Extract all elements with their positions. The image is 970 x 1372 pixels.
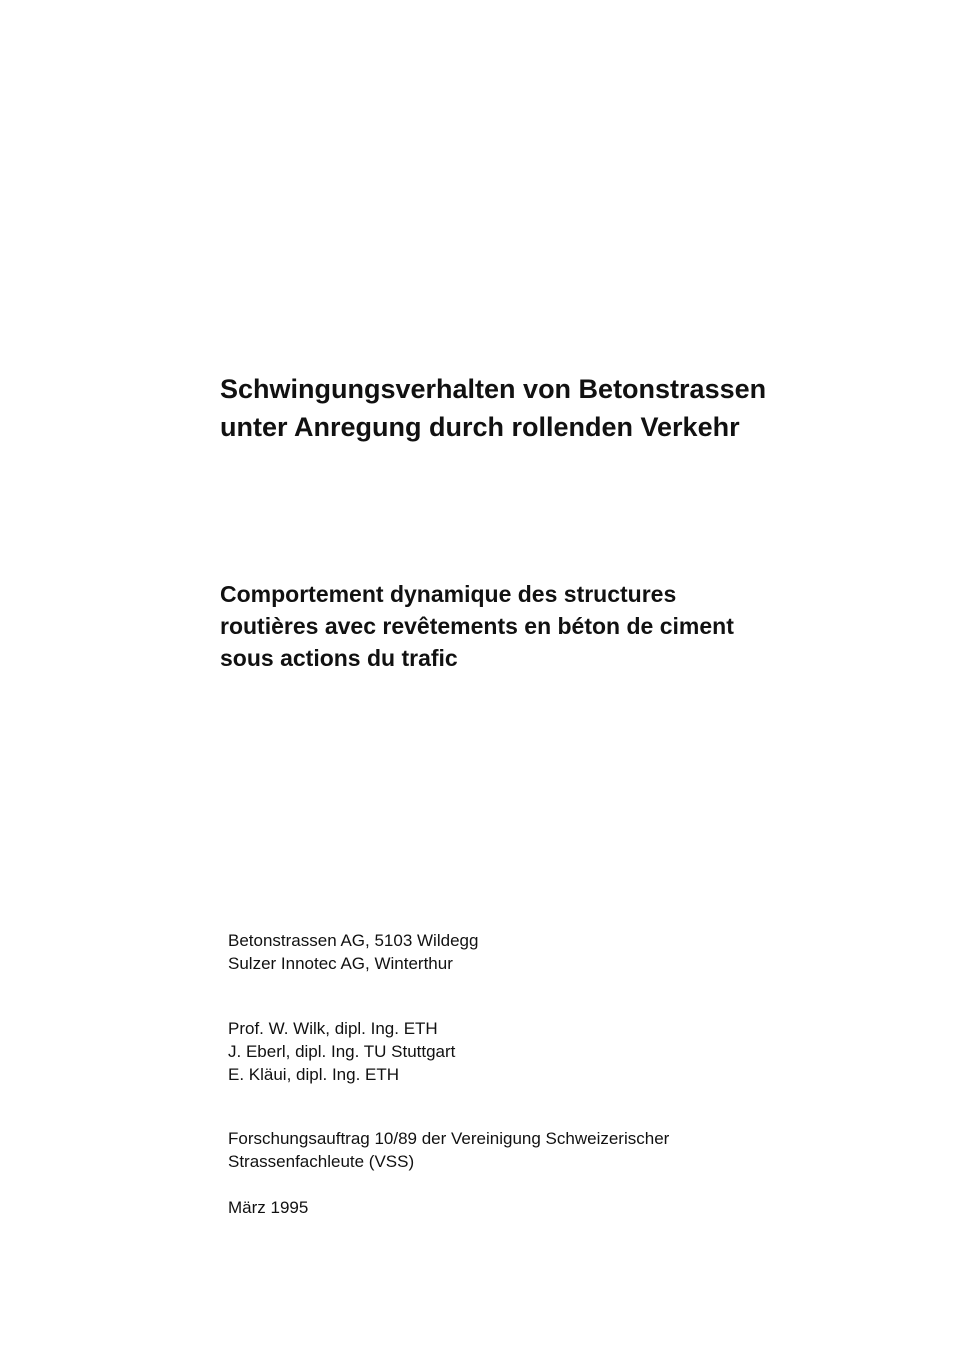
commission-line-2: Strassenfachleute (VSS): [228, 1152, 415, 1171]
german-title-line-2: unter Anregung durch rollenden Verkehr: [220, 412, 740, 442]
french-title-line-2: routières avec revêtements en béton de ciment: [220, 613, 734, 639]
research-commission: [228, 1127, 868, 1173]
publication-date: März 1995: [228, 1198, 309, 1217]
french-title: [220, 578, 900, 674]
french-title-line-3: sous actions du trafic: [220, 645, 458, 671]
german-title-line-1: Schwingungsverhalten von Betonstrassen: [220, 374, 767, 404]
author-1: Prof. W. Wilk, dipl. Ing. ETH: [228, 1019, 438, 1038]
french-title-line-1: Comportement dynamique des structures: [220, 581, 677, 607]
organization-2: Sulzer Innotec AG, Winterthur: [228, 954, 453, 973]
author-2: J. Eberl, dipl. Ing. TU Stuttgart: [228, 1042, 456, 1061]
authors: [228, 1017, 868, 1086]
german-title: [220, 370, 900, 446]
organizations: [228, 929, 868, 975]
commission-line-1: Forschungsauftrag 10/89 der Vereinigung Schweizerischer: [228, 1129, 670, 1148]
author-3: E. Kläui, dipl. Ing. ETH: [228, 1065, 400, 1084]
organization-1: Betonstrassen AG, 5103 Wildegg: [228, 931, 479, 950]
